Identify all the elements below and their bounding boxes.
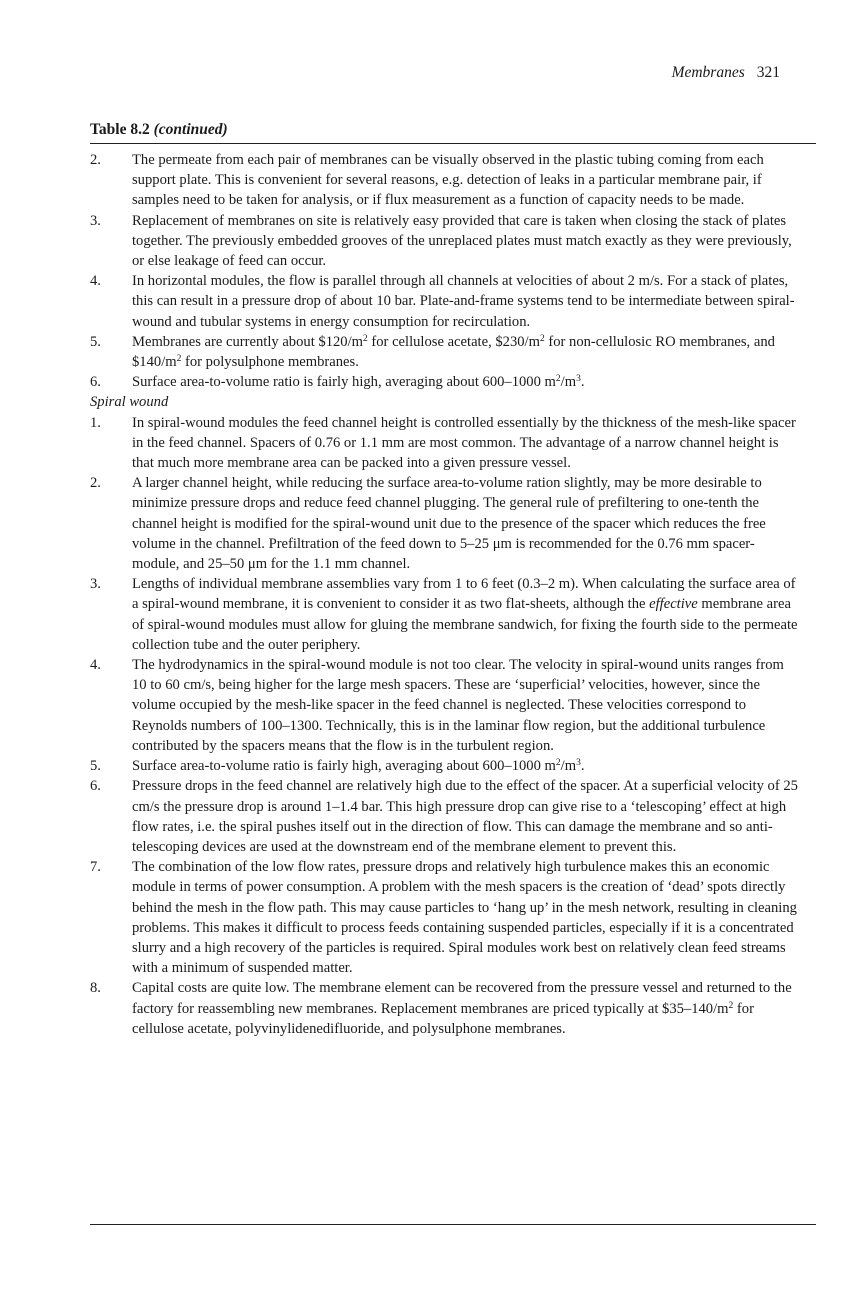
top-rule	[90, 143, 816, 144]
list-item	[90, 857, 802, 978]
table-number: Table 8.2	[90, 121, 150, 138]
section-heading: Spiral wound	[90, 394, 169, 411]
plate-and-frame-section	[90, 150, 802, 392]
item-number: 6.	[90, 374, 101, 391]
item-text: In horizontal modules, the flow is parallel through all channels at velocities of about 2 m/s. For a stack of plates, this can result in a pressure drop of about 10 bar. Plate-and-frame systems tend to be intermediate between spiral-wound and tubular systems in energy consumption for recirculation.	[132, 273, 795, 330]
item-number: 4.	[90, 657, 101, 674]
list-item	[90, 776, 802, 857]
spiral-wound-section	[90, 392, 802, 1039]
list-item	[90, 756, 802, 776]
running-head	[672, 64, 780, 82]
item-text: The combination of the low flow rates, pressure drops and relatively high turbulence makes this an economic module in terms of power consumption. A problem with the mesh spacers is the creation of ‘dead’ spots directly behind the mesh in the flow path. This may cause particles to ‘hang up’ in the mesh network, resulting in cleaning problems. This makes it difficult to process feeds containing suspended particles, especially if it is a concentrated slurry and a high recovery of the particles is required. Spiral modules work best on relatively clean feed streams with a minimum of suspended matter.	[132, 859, 797, 977]
list-item	[90, 211, 802, 272]
table-title	[90, 121, 228, 139]
item-text: Pressure drops in the feed channel are relatively high due to the effect of the spacer. At a superficial velocity of 25 cm/s the pressure drop is around 1–1.4 bar. This high pressure drop can give rise to a ‘telescoping’ effect at high flow rates, i.e. the spiral pushes itself out in the direction of flow. This can damage the membrane and so anti-telescoping devices are used at the downstream end of the membrane element to prevent this.	[132, 778, 798, 855]
item-number: 6.	[90, 778, 101, 795]
item-number: 4.	[90, 273, 101, 290]
list-item	[90, 473, 802, 574]
item-text: Replacement of membranes on site is relatively easy provided that care is taken when closing the stack of plates together. The previously embedded grooves of the unreplaced plates must match exactly as they were previously, or else leakage of feed can occur.	[132, 212, 792, 270]
item-number: 2.	[90, 475, 101, 492]
item-number: 2.	[90, 152, 101, 168]
item-number: 5.	[90, 758, 101, 775]
item-text: In spiral-wound modules the feed channel height is controlled essentially by the thickness of the mesh-like spacer in the feed channel. Spacers of 0.76 or 1.1 mm are most common. The advantage of a narrow channel height is that much more membrane area can be packed into a given pressure vessel.	[132, 414, 796, 472]
item-text: The permeate from each pair of membranes can be visually observed in the plastic tubing coming from each support plate. This is convenient for several reasons, e.g. detection of leaks in a particular membrane pair, if samples need to be taken for analysis, or if flux measurement as a function of capacity needs to be made.	[132, 152, 764, 209]
table-continued: (continued)	[153, 121, 228, 138]
item-text: Surface area-to-volume ratio is fairly high, averaging about 600–1000 $m^2/m^3$.	[132, 374, 585, 391]
list-item	[90, 574, 802, 655]
item-text: Surface area-to-volume ratio is fairly high, averaging about 600–1000 $m^2/m^3$.	[132, 758, 585, 775]
list-item	[90, 332, 802, 372]
item-text: A larger channel height, while reducing the surface area-to-volume ration slightly, may be more desirable to minimize pressure drops and reduce feed channel plugging. The general rule of prefiltering to one-tenth the channel height is modified for the spiral-wound unit due to the presence of the spacer which reduces the free volume in the channel. Prefiltration of the feed down to 5–25 μm is recommended for the 0.76 mm spacer-module, and 25–50 μm for the 1.1 mm channel.	[132, 475, 766, 573]
item-number: 1.	[90, 414, 101, 431]
emphasis: effective	[649, 596, 698, 613]
table-body	[90, 150, 802, 1039]
item-number: 3.	[90, 212, 101, 229]
item-text: Capital costs are quite low. The membrane element can be recovered from the pressure vessel and returned to the factory for reassembling new membranes. Replacement membranes are priced typically at $\$35-140/m^2$ for cellulose acetate, polyvinylidenedifluoride, and polysulphone membranes.	[132, 980, 792, 1037]
list-item	[90, 271, 802, 332]
item-number: 3.	[90, 576, 101, 593]
list-item	[90, 655, 802, 756]
item-number: 8.	[90, 980, 101, 997]
list-item	[90, 150, 802, 211]
list-item	[90, 372, 802, 392]
item-text: Membranes are currently about $\$120/m^2$ for cellulose acetate, $\$230/m^2$ for non-cellulosic RO membranes, and $\$140/m^2$ for polysulphone membranes.	[132, 333, 775, 371]
item-text: Lengths of individual membrane assemblies vary from 1 to 6 feet (0.3–2 m). When calculating the surface area of a spiral-wound membrane, it is convenient to consider it as two flat-sheets, although the effective membrane area of spiral-wound modules must allow for gluing the membrane sandwich, for fixing the fourth side to the permeate collection tube and the outer periphery.	[132, 576, 798, 653]
item-text: The hydrodynamics in the spiral-wound module is not too clear. The velocity in spiral-wound units ranges from 10 to 60 cm/s, being higher for the large mesh spacers. These are ‘superficial’ velocities, however, since the volume occupied by the mesh-like spacer in the feed channel is neglected. These velocities correspond to Reynolds numbers of 100–1300. Technically, this is in the laminar flow region, but the additional turbulence contributed by the spacers means that the flow is in the turbulent region.	[132, 657, 784, 754]
list-item	[90, 413, 802, 474]
item-number: 5.	[90, 333, 101, 350]
list-item	[90, 978, 802, 1039]
running-title: Membranes	[671, 64, 745, 81]
bottom-rule	[90, 1224, 816, 1225]
page-number: 321	[756, 64, 780, 81]
item-number: 7.	[90, 859, 101, 876]
